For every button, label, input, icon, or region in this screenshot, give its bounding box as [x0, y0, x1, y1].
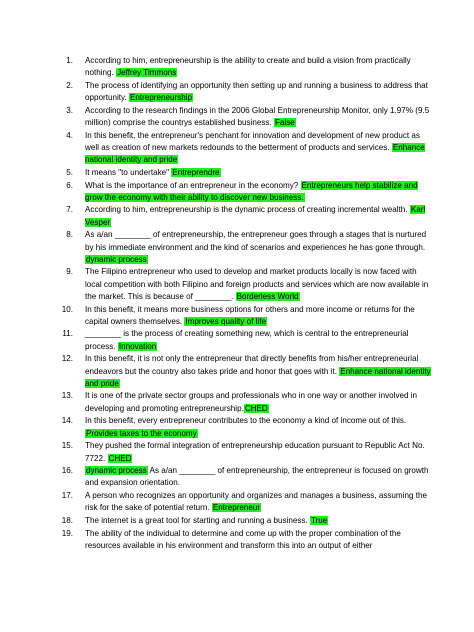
question-number: 19. [61, 528, 73, 538]
highlighted-answer: Entrepreneurship [129, 93, 193, 103]
question-item [60, 515, 434, 527]
highlighted-answer: Innovation [118, 341, 157, 351]
question-text: ________ is the process of creating something new, which is central to the entrepreneurial process. [85, 329, 409, 351]
question-text: According to the research findings in the 2006 Global Entrepreneurship Monitor, only 1.97% (9.5 million) comprise the countrys established business. [85, 105, 430, 128]
highlighted-answer: Enhance national identity and pride [85, 366, 431, 388]
question-number: 2. [66, 80, 73, 90]
question-number: 4. [66, 130, 73, 140]
highlighted-answer: Provides taxes to the economy [86, 428, 197, 438]
question-item [60, 266, 434, 303]
question-text: In this benefit, the entrepreneur's penchant for innovation and development of new product as well as creation of new markets redounds to the betterment of products and services. [85, 130, 420, 152]
highlighted-answer: Improves quality of life [185, 316, 266, 326]
question-number: 16. [61, 466, 73, 476]
question-text: The ability of the individual to determine and come up with the proper combination of the resources available in his environment and transform this into an output of either [85, 528, 401, 550]
highlighted-answer: dynamic process [86, 466, 147, 476]
question-item [60, 55, 434, 79]
question-item [60, 390, 434, 414]
question-number: 8. [66, 230, 73, 240]
question-item [60, 180, 434, 204]
highlighted-answer: Borderless World [236, 291, 299, 301]
question-text: They pushed the formal integration of entrepreneurship education pursuant to Republic Act No. 7722. [85, 441, 425, 463]
question-text: It is one of the private sector groups and professionals who in one way or another involved in developing and promoting entrepreneurship. [85, 391, 418, 413]
question-item [60, 465, 434, 489]
question-item [60, 328, 434, 352]
question-number: 9. [66, 267, 73, 277]
question-text: The internet is a great tool for starting and running a business. [85, 516, 308, 526]
highlighted-answer: Entrepreneurs help stabilize and grow the economy with their ability to discover new business. [85, 180, 418, 202]
question-item [60, 490, 434, 514]
highlighted-answer: Jeffrey Timmons [117, 68, 177, 78]
question-text: According to him, entrepreneurship is the dynamic process of creating incremental wealth. [85, 205, 408, 215]
question-item [60, 415, 434, 439]
question-item [60, 229, 434, 266]
question-text: As a/an ________ of entrepreneurship, the entrepreneur is focused on growth and expansion orientation. [85, 466, 429, 488]
question-number: 12. [61, 354, 73, 364]
question-item [60, 353, 434, 390]
question-text: A person who recognizes an opportunity and organizes and manages a business, assuming the risk for the sake of potential return. [85, 491, 427, 513]
question-number: 11. [62, 329, 73, 339]
question-text: According to him, entrepreneurship is the ability to create and build a vision from practically nothing. [85, 56, 411, 78]
highlighted-answer: Karl Vesper [85, 205, 426, 227]
question-item [60, 130, 434, 167]
question-item [60, 105, 434, 129]
highlighted-answer: CHED [108, 453, 132, 463]
question-number: 3. [66, 105, 73, 115]
question-text: The Filipino entrepreneur who used to develop and market products locally is now faced with local competition with both Filipino and foreign products and services which are now available in the market. This is because of ________. [85, 267, 429, 301]
question-number: 15. [61, 441, 73, 451]
question-text: What is the importance of an entrepreneur in the economy? [85, 180, 299, 190]
highlighted-answer: True [310, 516, 328, 526]
question-item [60, 167, 434, 179]
highlighted-answer: Enhance national identity and pride [85, 142, 425, 165]
question-number: 13. [61, 391, 73, 401]
question-text: The process of identifying an opportunity then setting up and running a business to address that opportunity. [85, 80, 428, 103]
question-number: 5. [66, 167, 73, 177]
question-list [60, 55, 434, 552]
question-number: 17. [61, 491, 73, 501]
question-text: It means "to undertake" [85, 167, 170, 177]
question-number: 6. [66, 180, 73, 190]
highlighted-answer: CHED [244, 403, 268, 413]
question-item [60, 204, 434, 228]
highlighted-answer: False [274, 118, 295, 128]
question-text: In this benefit, it is not only the entrepreneur that directly benefits from his/her entrepreneurial endeavors but the country also takes pride and honor that goes with it. [85, 354, 419, 376]
highlighted-answer: dynamic process [86, 254, 147, 264]
question-item [60, 80, 434, 104]
question-number: 1. [66, 56, 73, 65]
question-number: 14. [61, 416, 73, 426]
question-text: In this benefit, it means more business options for others and more income or returns for the capital owners themselves. [85, 304, 415, 326]
question-text: As a/an ________ of entrepreneurship, the entrepreneur goes through a stages that is nurtured by his immediate environment and the kind of scenarios and experiences he has gone through. [85, 230, 427, 252]
question-item [60, 528, 434, 552]
highlighted-answer: Entreprendre [172, 167, 220, 177]
question-item [60, 304, 434, 328]
question-number: 10. [61, 304, 73, 314]
question-text: In this benefit, every entrepreneur contributes to the economy a kind of income out of this. [85, 416, 407, 426]
question-item [60, 440, 434, 464]
question-number: 18. [61, 516, 73, 526]
question-number: 7. [66, 205, 73, 215]
highlighted-answer: Entrepreneur [212, 503, 261, 513]
